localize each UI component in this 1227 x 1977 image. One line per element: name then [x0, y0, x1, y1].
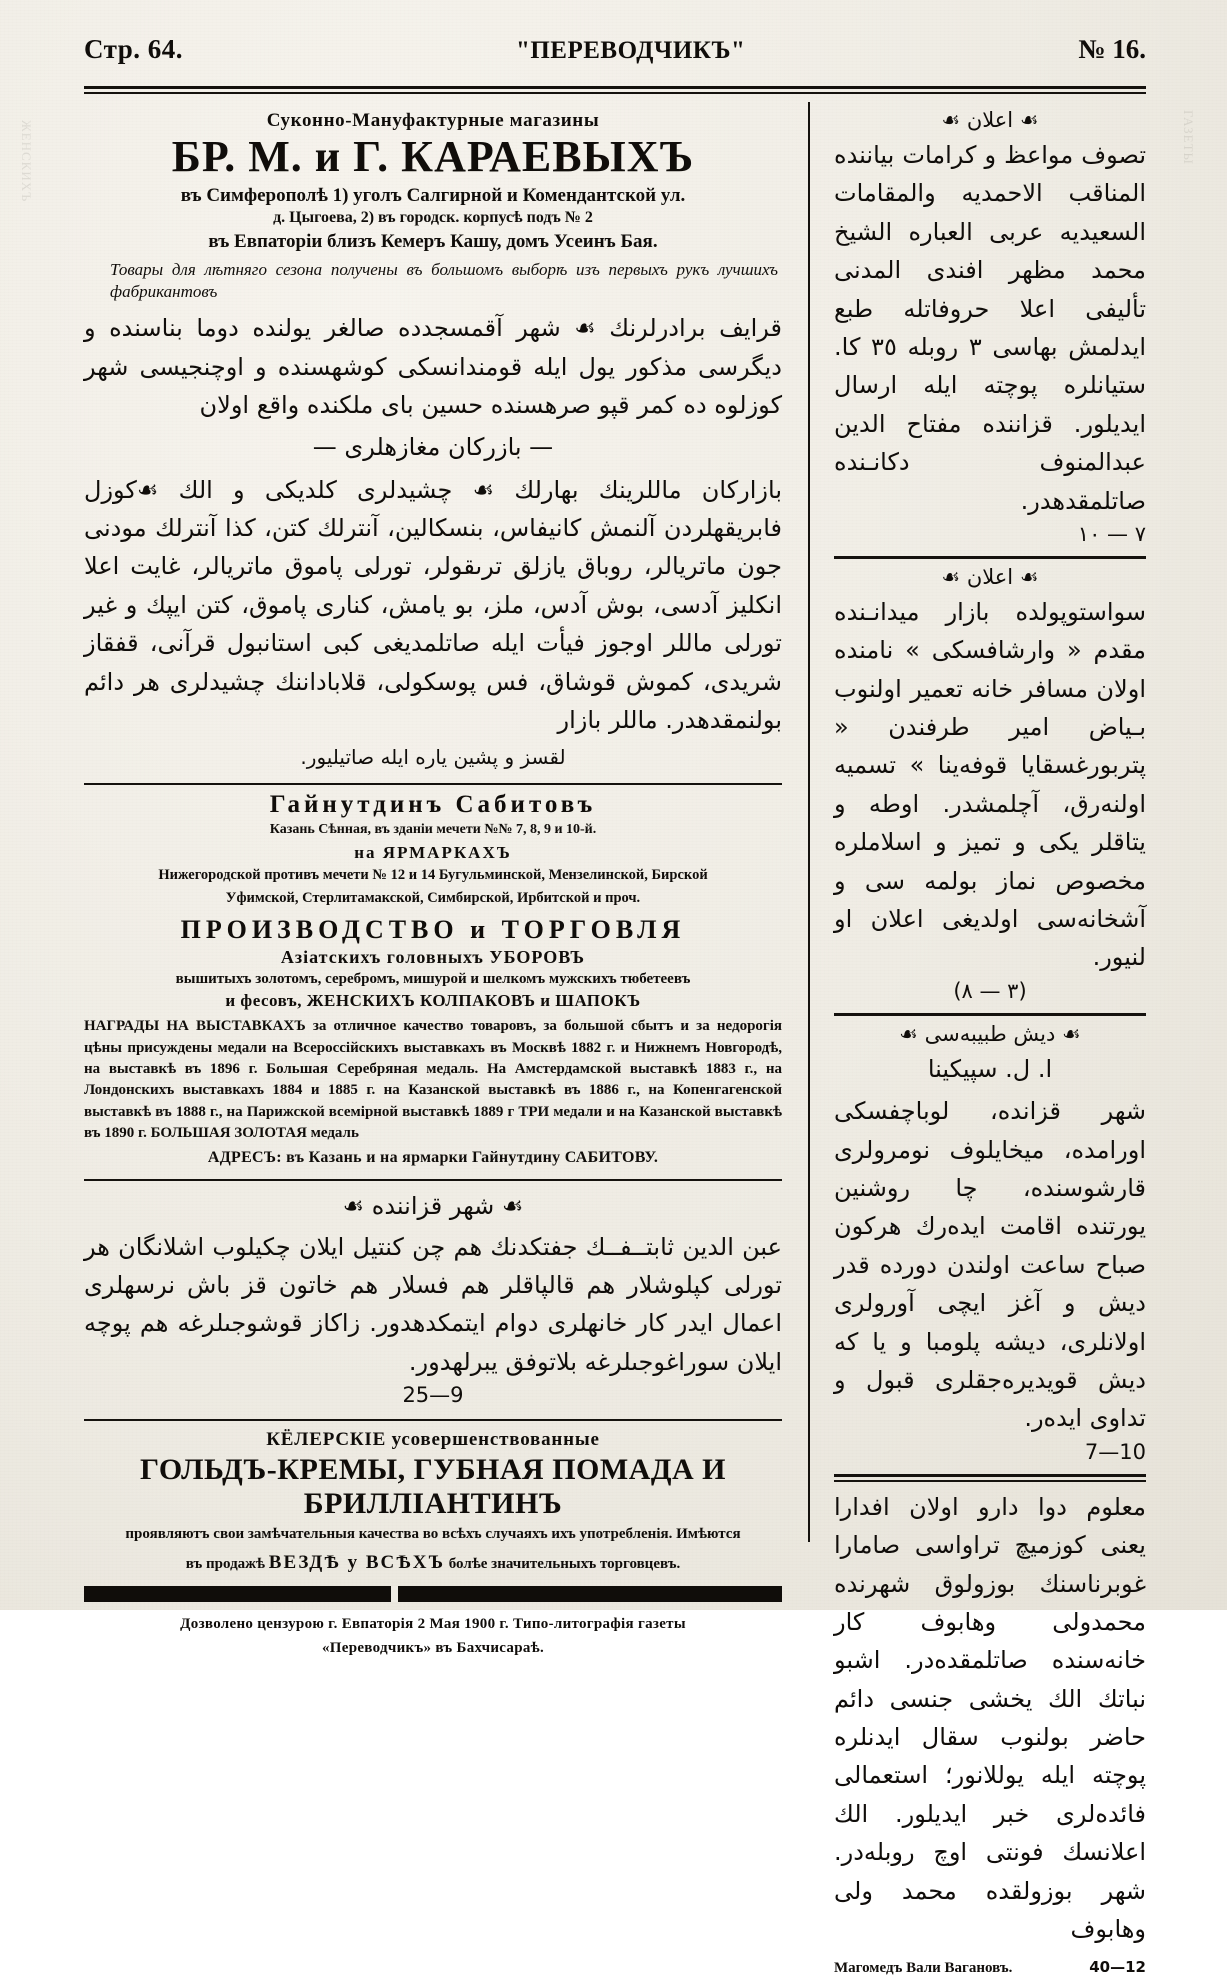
sabitov-awards: НАГРАДЫ НА ВЫСТАВКАХЪ за отличное качество товаровъ, за большой сбытъ и за недорогія цѣны присуждены медали на Всероссійскихъ выставкахъ въ Москвѣ 1882 г. и Нижнемъ Новгородѣ, на выставкѣ въ 1896 г. Большая Серебряная медаль. На Амстердамской выставкѣ 1883 г., на Лондонскихъ выставкахъ 1884 и 1885 г. на Казанской выставкѣ въ 1886 г., на Копенгагенской выставкѣ въ 1888 г., на Парижской всемірной выставкѣ 1889 г ТРИ медали и на Казанской выставкѣ въ 1890 г. БОЛЬШАЯ ЗОЛОТАЯ медаль [84, 1018, 782, 1141]
keller-product-name: ГОЛЬДЪ-КРЕМЫ, ГУБНАЯ ПОМАДА И БРИЛЛІАНТИНЪ [139, 1453, 726, 1521]
karaev-kicker: Суконно-Мануфактурные магазины [266, 110, 600, 131]
announcement-2-number: (٣ — ٨) [953, 978, 1027, 1003]
black-separator-bar [84, 1586, 782, 1602]
medicine-footer [834, 1958, 1146, 1977]
separator-rule-1 [84, 783, 782, 785]
masthead [84, 34, 1146, 80]
sabitov-name: Гайнутдинъ Сабитовъ [269, 791, 597, 819]
columns-container [84, 102, 1146, 1977]
kazan-notice-number: 9—25 [402, 1383, 464, 1408]
dentist-body: شهر قزانده، لوباچفسكى اورامده، ميخايلوف نومرولرى قارشوسنده، چا روشنين يورتنده اقامت ايدەرك هركون صباح ساعت اولندن دورده قدر ديش و آغز ايچى آورولرى اولانلرى، ديشە پلومبا و يا كه ديش قويديرەجقلرى قبول و تداوى ايدەر. [834, 1097, 1146, 1433]
page-content [84, 34, 1146, 1977]
keller-sale-pre: въ продажѣ [185, 1555, 266, 1572]
announcement-1-number: ٧ — ١٠ [1077, 521, 1146, 546]
medicine-number: 40—12 [1089, 1958, 1146, 1977]
keller-sale-post: болѣе значительныхъ торговцевъ. [448, 1555, 681, 1572]
karaev-arabic-paragraph-3: لقسز و پشين يارە ايله صاتيليور. [300, 745, 566, 770]
publication-title: "ПЕРЕВОДЧИКЪ" [515, 37, 746, 64]
column-divider [808, 102, 810, 1542]
ad-announcement-1 [834, 108, 1146, 546]
sabitov-production-sub-2: вышитыхъ золотомъ, серебромъ, мишурой и шелкомъ мужскихъ тюбетеевъ [175, 971, 691, 988]
page-number: Стр. 64. [84, 34, 184, 64]
right-separator-3 [834, 1474, 1146, 1482]
dentist-heading: ☙ ديش طبيبەسى ☙ [899, 1021, 1081, 1046]
medicine-body: معلوم دوا دارو اولان افدارا يعنى كوزميچ تراواسى صامارا غوبرناسنك بوزولوق شهرنده محمدولى وهابوف كار خانەسنده صاتلمقدەدر. اشبو نباتك الك يخشى جنسى دائم حاضر بولنوب سقال ايدنلرە پوچته ايله يوللانور؛ استعمالى فائدەلرى خبر ايديلور. الك اعلانسك فونتى اوچ روبلەدر. شهر بوزولقده محمد ولى وهابوف [834, 1492, 1146, 1944]
keller-sale-emphasis: ВЕЗДѢ у ВСѢХЪ [268, 1551, 445, 1573]
ad-kazan-notice [84, 1187, 782, 1407]
karaev-address-line-1: въ Симферополѣ 1) уголъ Салгирной и Комендантской ул. [180, 185, 686, 207]
announcement-2-body: سواستوپولده بازار ميدانـنده مقدم « وارشافسكى » نامنده اولان مسافر خانه تعمير اولنوب بـياض امير طرفندن « پتربورغسقايا قوفەينا » تسميه اولنەرق، آچلمشدر. اوطه و يتاقلر يكى و تميز و اسلاملره مخصوص نماز بولمه سى و آشخانەسى اولديغى اعلان او لنيور. [834, 597, 1146, 972]
karaev-seasonal-note: Товары для лѣтняго сезона получены въ большомъ выборѣ изъ первыхъ рукъ лучшихъ фабрикантовъ [110, 259, 778, 302]
karaev-arabic-paragraph-1: قرايف برادرلرنك ☙ شهر آقمسجدده صالغر يولنده دوما بناسنده و ديگرسى مذكور يول ايله قومندانسكى كوشهسنده و اوچنجيسى شهر كوزلوه ده كمر قپو صرهسنده حسين باى ملكنده واقع اولان [84, 314, 782, 419]
left-column [84, 102, 796, 1657]
censor-line-1: Дозволено цензурою г. Евпаторія 2 Мая 1900 г. Типо-литографія газеты [180, 1616, 686, 1633]
bleedthrough-right: ГАЗЕТЫ [1181, 110, 1196, 165]
karaev-address-line-2: въ Евпаторіи близъ Кемеръ Кашу, домъ Усеинъ Бая. [208, 230, 658, 252]
right-separator-1 [834, 556, 1146, 559]
sabitov-production-title: ПРОИЗВОДСТВО и ТОРГОВЛЯ [180, 915, 686, 945]
separator-rule-2 [84, 1179, 782, 1181]
issue-number: № 16. [1078, 34, 1146, 64]
sabitov-fairs-title: на ЯРМАРКАХЪ [354, 843, 512, 863]
sabitov-fairs-line-1: Нижегородской противъ мечети № 12 и 14 Бугульминской, Мензелинской, Бирской [158, 867, 708, 884]
karaev-arabic-paragraph-2: بازاركان ماللرينك بهارلك ☙ چشيدلرى كلديكى و الك ☙كوزل فابريقهلردن آلنمش كانيفاس، بنسكالين، آنترلك كتن، كذا آنترلك مودنى جون ماتريالر، روباق يازلق ترىقولر، تورلى پاموق ماتريالر، غايت اعلا انكليز آدسى، بوش آدس، ملز، بو يامش، كنارى پاموق، كتن ايپك و غير تورلى ماللر اوجوز فيأت ايله صاتلمديغى كبى استانبول قرآنى، قفقاز شريدى، كموش قوشاق، فس پوسكولى، قلاباداننك چشيدلرى هر دائم بولنمقدهدر. ماللر بازار [84, 475, 782, 735]
karaev-arabic-heading: — بازركان مغازهلرى — [312, 433, 554, 462]
sabitov-production-sub: Азіатскихъ головныхъ УБОРОВЪ [280, 947, 586, 968]
ad-announcement-2 [834, 565, 1146, 1003]
medicine-signature: Магомедъ Вали Вагановъ. [834, 1960, 1013, 1977]
right-column [822, 102, 1146, 1977]
sabitov-fairs-line-2: Уфимской, Стерлитамакской, Симбирской, Ирбитской и проч. [225, 890, 641, 907]
announcement-2-heading: ☙ اعلان ☙ [941, 564, 1039, 589]
censor-line-2: «Переводчикъ» въ Бахчисараѣ. [321, 1640, 545, 1657]
keller-kicker: КЁЛЕРСКІЕ усовершенствованные [266, 1429, 600, 1451]
censor-notice [84, 1612, 782, 1660]
separator-rule-3 [84, 1419, 782, 1421]
right-separator-2 [834, 1013, 1146, 1016]
karaev-store-name: БР. М. и Г. КАРАЕВЫХЪ [171, 132, 695, 181]
ad-karaev-brothers [84, 110, 782, 773]
sabitov-address: АДРЕСЪ: въ Казань и на ярмарки Гайнутдину САБИТОВУ. [207, 1149, 659, 1167]
dentist-number: 7—10 [1084, 1439, 1146, 1464]
announcement-1-heading: ☙ اعلان ☙ [941, 108, 1039, 132]
bleedthrough-left: ЖЕНСКИХЪ [19, 120, 34, 203]
ad-dentist [834, 1022, 1146, 1464]
sabitov-production-sub-3: и фесовъ, ЖЕНСКИХЪ КОЛПАКОВЪ и ШАПОКЪ [225, 991, 641, 1011]
keller-body-line-2 [84, 1549, 782, 1577]
ad-sabitov [84, 791, 782, 1167]
masthead-rule [84, 86, 1146, 94]
sabitov-location: Казань Сѣнная, въ зданіи мечети №№ 7, 8, 9 и 10-й. [269, 822, 597, 838]
ad-keller [84, 1429, 782, 1576]
dentist-name: ا. ل. سپيكينا [927, 1054, 1053, 1083]
kazan-notice-body: عبن الدين ثابتــفــك جفتكدنك هم چن كنتيل ايلان چكيلوب اشلانگان هر تورلى كپلوشلار هم قالپاقلر هم فسلار هم خاتون قز باش نرسهلرى اعمال ايدر كار خانهلرى دوام ايتمكدهدور. زاكاز قوشوجىلرغه هم پوچه ايلان سوراغوجىلرغه بلاتوفق يبرلهدور. [84, 1232, 782, 1376]
keller-body-line-1: проявляютъ свои замѣчательныя качества во всѣхъ случаяхъ ихъ употребленія. Имѣются [125, 1526, 741, 1543]
announcement-1-body: تصوف مواعظ و كرامات بياننده المناقب الاحمديه والمقامات السعيديه عربى العباره الشيخ محمد مظهر افندى المدنى تأليفى اعلا حروفاتله طبع ايدلمش بهاسى ٣ روبله ٣٥ كا. ستيانلرە پوچته ايله ارسال ايديلور. قزاننده مفتاح الدين عبدالمنوف دكانـنده صاتلمقدهدر. [834, 141, 1146, 515]
ad-medicine [834, 1488, 1146, 1977]
kazan-notice-heading: ☙ شهر قزاننده ☙ [342, 1192, 524, 1221]
karaev-address-line-1b: д. Цыгоева, 2) въ городск. корпусѣ подъ № 2 [273, 208, 593, 226]
